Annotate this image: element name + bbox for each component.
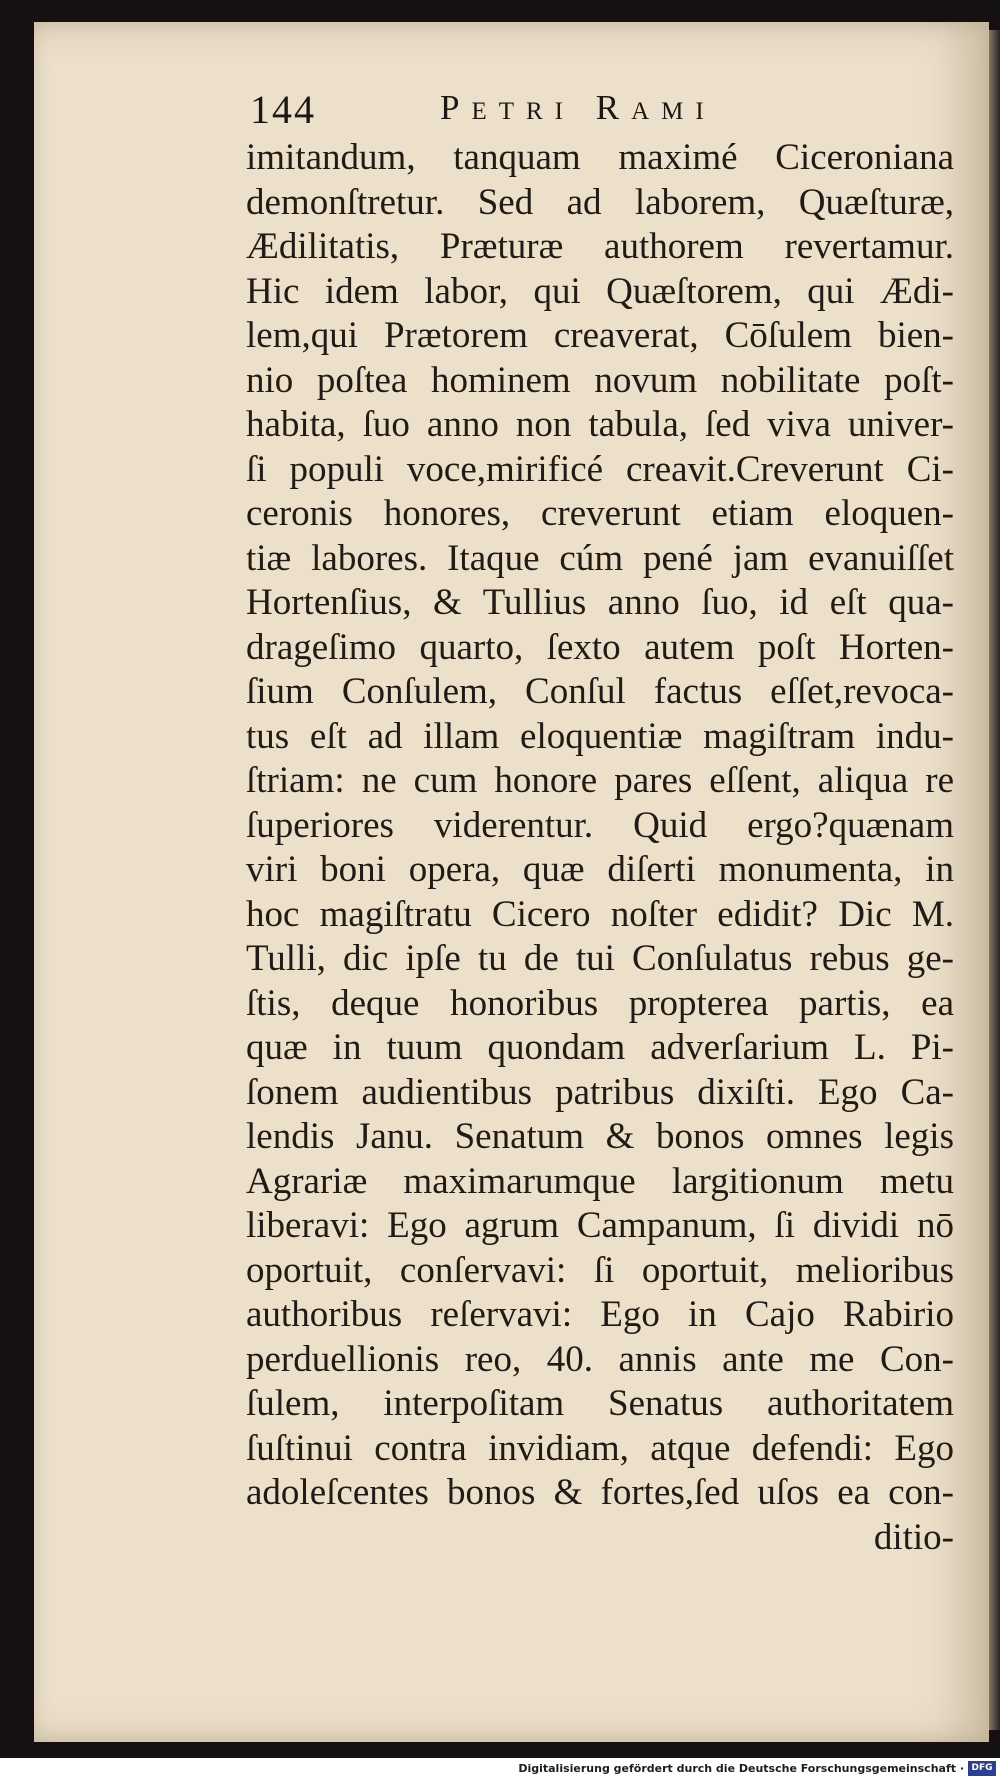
text-line: Tulli, dic ipſe tu de tui Conſulatus rebus ge- xyxy=(246,938,954,979)
text-line: ſuperiores viderentur. Quid ergo?quænam xyxy=(246,804,954,846)
text-line: lendis Janu. Senatum & bonos omnes legis xyxy=(246,1116,954,1157)
text-line: Ædilitatis, Præturæ authorem revertamur. xyxy=(246,226,954,267)
text-line: demonſtretur. Sed ad laborem, Quæſturæ, xyxy=(246,181,954,223)
text-line: viri boni opera, quæ diſerti monumenta, in xyxy=(246,849,954,890)
text-line: tiæ labores. Itaque cúm pené jam evanuiſſet xyxy=(246,537,954,579)
funding-credit: Digitalisierung gefördert durch die Deutsche Forschungsgemeinschaft · xyxy=(518,1762,964,1775)
body-text xyxy=(246,136,954,1560)
digitization-footer xyxy=(0,1758,1000,1783)
text-line: ſulem, interpoſitam Senatus authoritatem xyxy=(246,1383,954,1424)
text-line: drageſimo quarto, ſexto autem poſt Horten- xyxy=(246,626,954,668)
text-line: Agrariæ maximarumque largitionum metu xyxy=(246,1160,954,1202)
text-line: ſium Conſulem, Conſul factus eſſet,revoca- xyxy=(246,671,954,712)
text-line: ſtis, deque honoribus propterea partis, ea xyxy=(246,982,954,1024)
text-line: hoc magiſtratu Cicero noſter edidit? Dic M. xyxy=(246,893,954,935)
page-number: 144 xyxy=(250,87,316,132)
text-line: ſonem audientibus patribus dixiſti. Ego Ca- xyxy=(246,1071,954,1113)
running-head: Petri Rami xyxy=(440,88,716,127)
text-line: authoribus reſervavi: Ego in Cajo Rabirio xyxy=(246,1294,954,1335)
catchword: ditio- xyxy=(873,1516,954,1558)
text-line: imitandum, tanquam maximé Ciceroniana xyxy=(246,137,954,178)
text-line: adoleſcentes bonos & fortes,ſed uſos ea con- xyxy=(246,1472,954,1513)
text-line: ſi populi voce,mirificé creavit.Creverunt Ci- xyxy=(246,448,954,490)
text-line: quæ in tuum quondam adverſarium L. Pi- xyxy=(246,1027,954,1068)
text-line: oportuit, conſervavi: ſi oportuit, melioribus xyxy=(246,1249,954,1291)
text-line: lem,qui Prætorem creaverat, Cōſulem bien- xyxy=(246,315,954,356)
text-line: Hic idem labor, qui Quæſtorem, qui Ædi- xyxy=(246,270,954,312)
text-line: nio poſtea hominem novum nobilitate poſt- xyxy=(246,359,954,401)
text-line: Hortenſius, & Tullius anno ſuo, id eſt qua- xyxy=(246,582,954,623)
dfg-logo: DFG xyxy=(968,1761,996,1776)
page-header xyxy=(250,86,850,136)
text-line: ceronis honores, creverunt etiam eloquen- xyxy=(246,493,954,534)
text-line: liberavi: Ego agrum Campanum, ſi dividi nō xyxy=(246,1205,954,1246)
text-line: ſuſtinui contra invidiam, atque defendi: Ego xyxy=(246,1427,954,1469)
text-line: habita, ſuo anno non tabula, ſed viva univer- xyxy=(246,404,954,445)
text-line: tus eſt ad illam eloquentiæ magiſtram indu- xyxy=(246,715,954,757)
text-line: ſtriam: ne cum honore pares eſſent, aliqua re xyxy=(246,760,954,801)
text-line: perduellionis reo, 40. annis ante me Con- xyxy=(246,1338,954,1380)
